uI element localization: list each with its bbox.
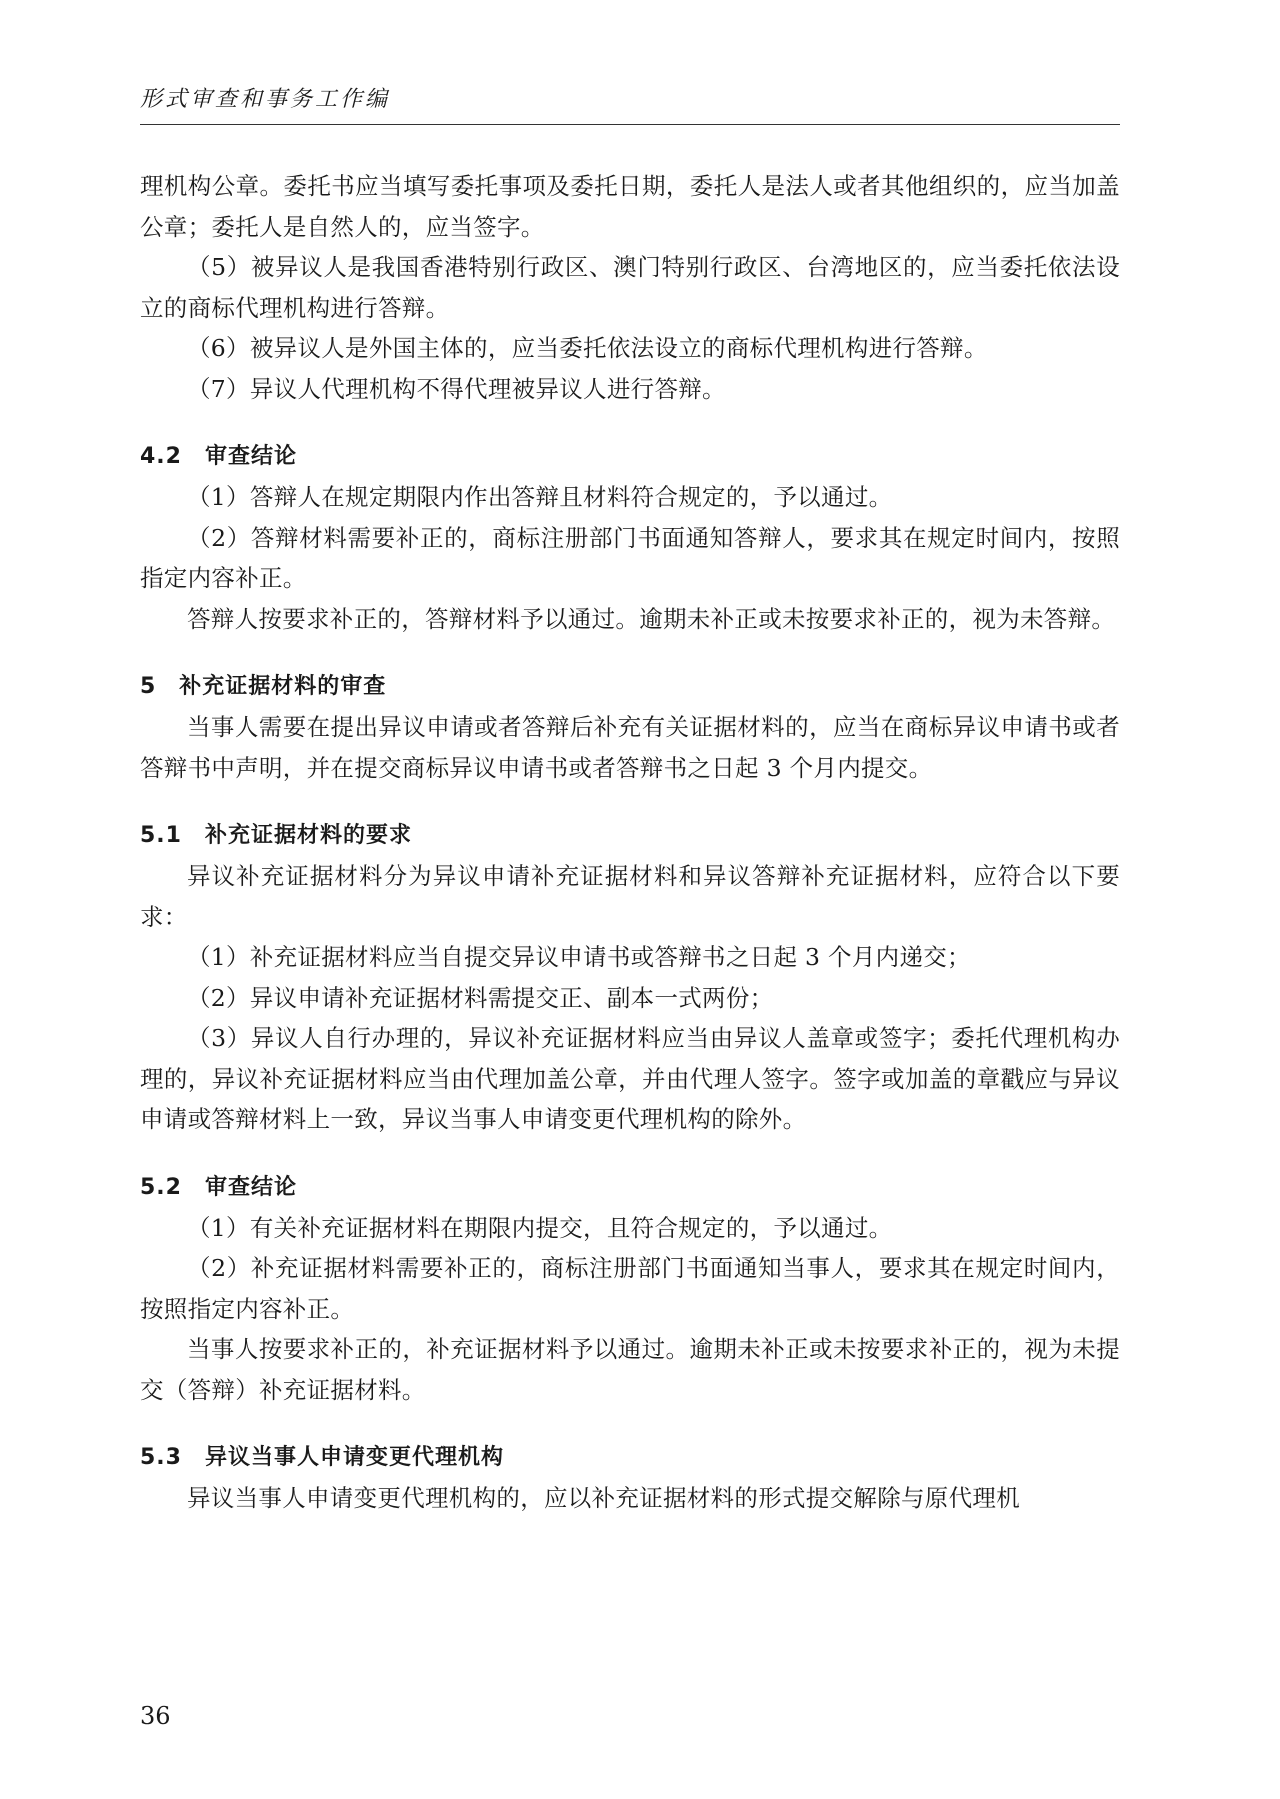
body-paragraph: （1）有关补充证据材料在期限内提交，且符合规定的，予以通过。 [187, 1213, 893, 1242]
section-gap [140, 788, 1120, 816]
section-heading: 5.1 补充证据材料的要求 [140, 823, 412, 848]
body-paragraph: （6）被异议人是外国主体的，应当委托依法设立的商标代理机构进行答辩。 [187, 334, 988, 362]
section-heading: 5 补充证据材料的审查 [140, 674, 387, 699]
section-heading: 5.2 审查结论 [140, 1174, 297, 1200]
body-paragraph: （2）补充证据材料需要补正的，商标注册部门书面通知当事人，要求其在规定时间内，按照指定内容补正。 [140, 1254, 1120, 1323]
section-heading: 5.3 异议当事人申请变更代理机构 [140, 1445, 504, 1470]
page-number: 36 [140, 1702, 171, 1730]
body-paragraph: （1）补充证据材料应当自提交异议申请书或答辩书之日起 3 个月内递交； [187, 943, 971, 971]
body-paragraph: （5）被异议人是我国香港特别行政区、澳门特别行政区、台湾地区的，应当委托依法设立的商标代理机构进行答辩。 [140, 253, 1120, 322]
body-paragraph: 答辩人按要求补正的，答辩材料予以通过。逾期未补正或未按要求补正的，视为未答辩。 [187, 604, 1116, 633]
running-header: 形式审查和事务工作编 [140, 87, 391, 112]
body-paragraph: 理机构公章。委托书应当填写委托事项及委托日期，委托人是法人或者其他组织的，应当加盖公章；委托人是自然人的，应当签字。 [140, 172, 1120, 241]
body-paragraph: （2）异议申请补充证据材料需提交正、副本一式两份； [187, 983, 774, 1012]
body-paragraph: （1）答辩人在规定期限内作出答辩且材料符合规定的，予以通过。 [187, 483, 893, 511]
page-body [140, 166, 1120, 1519]
body-paragraph: （7）异议人代理机构不得代理被异议人进行答辩。 [187, 374, 726, 403]
body-paragraph: 当事人需要在提出异议申请或者答辩后补充有关证据材料的，应当在商标异议申请书或者答辩书中声明，并在提交商标异议申请书或者答辩书之日起 3 个月内提交。 [140, 713, 1120, 782]
body-paragraph: 当事人按要求补正的，补充证据材料予以通过。逾期未补正或未按要求补正的，视为未提交（答辩）补充证据材料。 [140, 1335, 1120, 1404]
section-gap [140, 409, 1120, 437]
header-divider [140, 124, 1120, 125]
section-gap [140, 639, 1120, 667]
section-gap [140, 1410, 1120, 1438]
body-paragraph: （3）异议人自行办理的，异议补充证据材料应当由异议人盖章或签字；委托代理机构办理的，异议补充证据材料应当由代理加盖公章，并由代理人签字。签字或加盖的章戳应与异议申请或答辩材料上一致，异议当事人申请变更代理机构的除外。 [140, 1024, 1120, 1133]
section-heading: 4.2 审查结论 [140, 444, 297, 469]
body-paragraph: （2）答辩材料需要补正的，商标注册部门书面通知答辩人，要求其在规定时间内，按照指定内容补正。 [140, 523, 1120, 592]
body-paragraph: 异议补充证据材料分为异议申请补充证据材料和异议答辩补充证据材料，应符合以下要求： [140, 862, 1120, 931]
section-gap [140, 1140, 1120, 1168]
body-paragraph: 异议当事人申请变更代理机构的，应以补充证据材料的形式提交解除与原代理机 [187, 1484, 1020, 1512]
